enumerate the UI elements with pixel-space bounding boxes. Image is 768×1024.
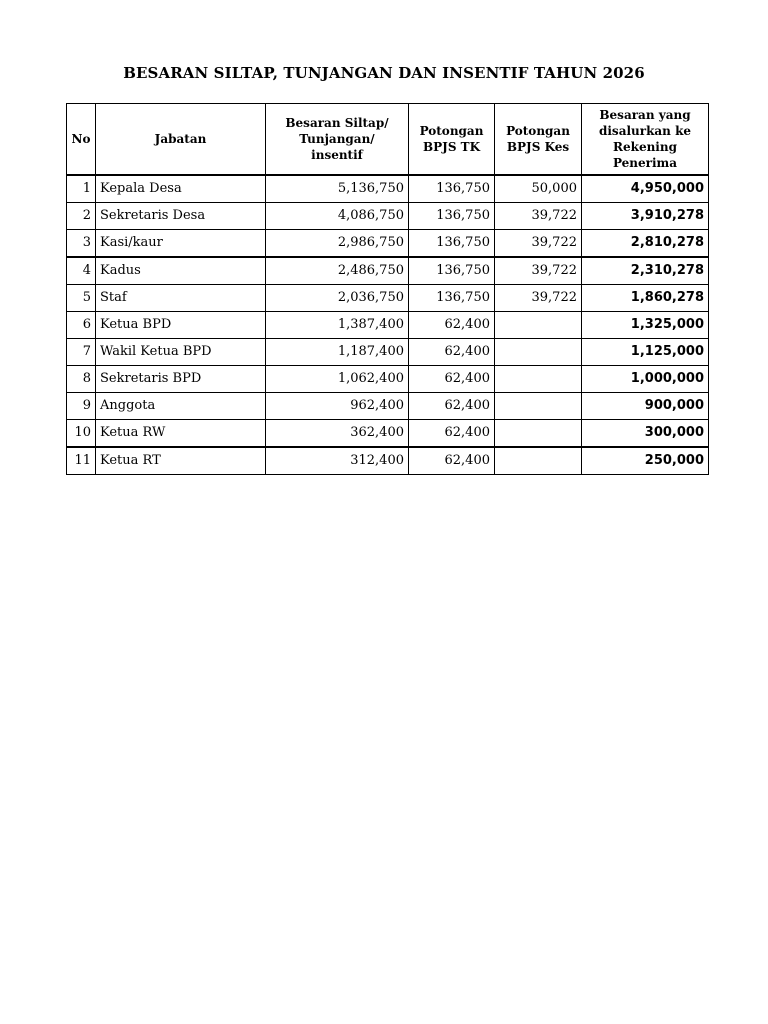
cell-bpjs-kes: 39,722 [495, 285, 582, 312]
header-bpjs-kes-line-2: BPJS Kes [506, 140, 570, 154]
cell-bpjs-kes: 50,000 [495, 175, 582, 203]
cell-bpjs-tk: 136,750 [409, 203, 495, 230]
cell-siltap: 4,086,750 [266, 203, 409, 230]
cell-no: 9 [67, 393, 96, 420]
cell-bpjs-tk: 136,750 [409, 257, 495, 285]
cell-bpjs-kes: 39,722 [495, 203, 582, 230]
table-row [67, 366, 709, 393]
salary-table [66, 103, 709, 475]
cell-jabatan: Anggota [96, 393, 266, 420]
header-bpjs-tk-line-2: BPJS TK [422, 140, 481, 154]
cell-jabatan: Sekretaris BPD [96, 366, 266, 393]
header-siltap-line-2: Tunjangan/ [299, 132, 375, 146]
header-total-line-1: Besaran yang [599, 108, 691, 122]
cell-siltap: 2,486,750 [266, 257, 409, 285]
header-bpjs-kes [495, 104, 582, 176]
cell-total: 2,310,278 [582, 257, 709, 285]
table-row [67, 230, 709, 258]
cell-jabatan: Ketua RT [96, 447, 266, 475]
cell-total: 3,910,278 [582, 203, 709, 230]
cell-no: 5 [67, 285, 96, 312]
cell-bpjs-tk: 62,400 [409, 339, 495, 366]
cell-siltap: 1,062,400 [266, 366, 409, 393]
cell-no: 10 [67, 420, 96, 448]
header-siltap-line-3: insentif [311, 148, 363, 162]
header-bpjs-tk-line-1: Potongan [419, 124, 484, 138]
cell-siltap: 5,136,750 [266, 175, 409, 203]
cell-no: 4 [67, 257, 96, 285]
cell-siltap: 362,400 [266, 420, 409, 448]
cell-no: 3 [67, 230, 96, 258]
table-row [67, 257, 709, 285]
cell-jabatan: Kepala Desa [96, 175, 266, 203]
cell-jabatan: Ketua RW [96, 420, 266, 448]
cell-bpjs-tk: 62,400 [409, 393, 495, 420]
cell-bpjs-kes: 39,722 [495, 257, 582, 285]
header-jabatan: Jabatan [96, 104, 266, 176]
cell-bpjs-kes [495, 393, 582, 420]
cell-bpjs-tk: 136,750 [409, 230, 495, 258]
cell-total: 1,325,000 [582, 312, 709, 339]
cell-jabatan: Staf [96, 285, 266, 312]
table-row [67, 203, 709, 230]
cell-no: 6 [67, 312, 96, 339]
header-bpjs-kes-line-1: Potongan [506, 124, 570, 138]
cell-jabatan: Sekretaris Desa [96, 203, 266, 230]
cell-jabatan: Ketua BPD [96, 312, 266, 339]
cell-jabatan: Kadus [96, 257, 266, 285]
cell-no: 8 [67, 366, 96, 393]
cell-total: 900,000 [582, 393, 709, 420]
cell-bpjs-kes: 39,722 [495, 230, 582, 258]
table-row [67, 285, 709, 312]
cell-bpjs-kes [495, 366, 582, 393]
table-row [67, 393, 709, 420]
table-row [67, 339, 709, 366]
header-total-line-4: Penerima [612, 156, 678, 170]
table-row [67, 420, 709, 448]
header-no: No [67, 104, 96, 176]
cell-siltap: 312,400 [266, 447, 409, 475]
cell-total: 1,860,278 [582, 285, 709, 312]
table-row [67, 312, 709, 339]
cell-siltap: 962,400 [266, 393, 409, 420]
cell-bpjs-tk: 62,400 [409, 447, 495, 475]
cell-siltap: 2,036,750 [266, 285, 409, 312]
cell-total: 1,125,000 [582, 339, 709, 366]
cell-jabatan: Kasi/kaur [96, 230, 266, 258]
cell-bpjs-tk: 62,400 [409, 366, 495, 393]
cell-jabatan: Wakil Ketua BPD [96, 339, 266, 366]
cell-siltap: 2,986,750 [266, 230, 409, 258]
cell-bpjs-kes [495, 447, 582, 475]
table-row [67, 447, 709, 475]
cell-bpjs-tk: 136,750 [409, 285, 495, 312]
header-bpjs-tk [409, 104, 495, 176]
cell-bpjs-tk: 136,750 [409, 175, 495, 203]
cell-bpjs-kes [495, 339, 582, 366]
cell-bpjs-tk: 62,400 [409, 312, 495, 339]
header-total-line-2: disalurkan ke [598, 124, 692, 138]
cell-total: 2,810,278 [582, 230, 709, 258]
cell-no: 2 [67, 203, 96, 230]
cell-bpjs-tk: 62,400 [409, 420, 495, 448]
table-row [67, 175, 709, 203]
header-siltap [266, 104, 409, 176]
cell-no: 7 [67, 339, 96, 366]
cell-no: 11 [67, 447, 96, 475]
document-title: BESARAN SILTAP, TUNJANGAN DAN INSENTIF TAHUN 2026 [123, 64, 645, 82]
cell-total: 300,000 [582, 420, 709, 448]
cell-total: 250,000 [582, 447, 709, 475]
table-header-row [67, 104, 709, 176]
cell-no: 1 [67, 175, 96, 203]
header-total-line-3: Rekening [613, 140, 677, 154]
cell-total: 4,950,000 [582, 175, 709, 203]
cell-total: 1,000,000 [582, 366, 709, 393]
header-siltap-line-1: Besaran Siltap/ [285, 116, 389, 130]
cell-siltap: 1,387,400 [266, 312, 409, 339]
cell-siltap: 1,187,400 [266, 339, 409, 366]
cell-bpjs-kes [495, 420, 582, 448]
cell-bpjs-kes [495, 312, 582, 339]
header-total [582, 104, 709, 176]
